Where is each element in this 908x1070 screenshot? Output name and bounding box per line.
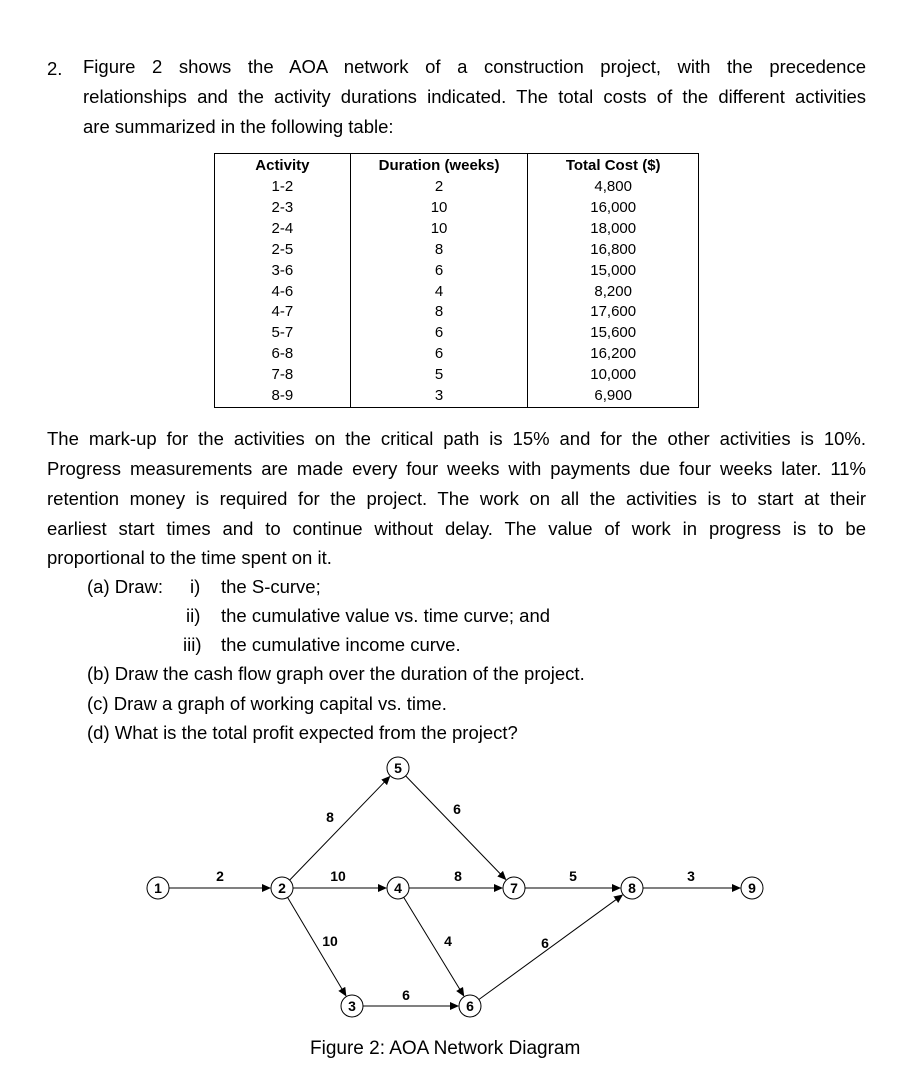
edge-label-6-8: 6 <box>541 935 549 951</box>
node-label-7: 7 <box>510 880 518 896</box>
question-number: 2. <box>47 58 63 79</box>
edge-label-2-4: 10 <box>330 868 346 884</box>
table-row <box>215 261 699 282</box>
table-row <box>215 365 699 386</box>
part-a-ii-num: ii) <box>186 605 201 626</box>
cell-cost: 16,800 <box>528 240 699 261</box>
cell-duration: 3 <box>350 386 528 407</box>
cell-duration: 6 <box>350 323 528 344</box>
edge-label-7-8: 5 <box>569 868 577 884</box>
part-b: (b) Draw the cash flow graph over the duration of the project. <box>87 663 585 684</box>
cell-cost: 6,900 <box>528 386 699 407</box>
intro-line-1: Figure 2 shows the AOA network of a construction project, with the precedence <box>83 56 866 77</box>
part-a-iii-text: the cumulative income curve. <box>221 634 461 655</box>
body-line-2: Progress measurements are made every four weeks with payments due four weeks later. 11% <box>47 458 866 479</box>
body-line-4: earliest start times and to continue without delay. The value of work in progress is to be <box>47 518 866 539</box>
edge-label-4-7: 8 <box>454 868 462 884</box>
cell-cost: 17,600 <box>528 302 699 323</box>
edge-label-4-6: 4 <box>444 933 452 949</box>
table-row <box>215 240 699 261</box>
cell-duration: 5 <box>350 365 528 386</box>
node-label-8: 8 <box>628 880 636 896</box>
header-duration: Duration (weeks) <box>350 154 528 178</box>
cell-activity: 3-6 <box>215 261 351 282</box>
cell-duration: 4 <box>350 282 528 303</box>
edge-4-6 <box>404 897 464 995</box>
cell-activity: 5-7 <box>215 323 351 344</box>
header-cost: Total Cost ($) <box>528 154 699 178</box>
part-a-iii-num: iii) <box>183 634 202 655</box>
table-row <box>215 282 699 303</box>
body-line-1: The mark-up for the activities on the critical path is 15% and for the other activities is 10%. <box>47 428 866 449</box>
cell-activity: 4-6 <box>215 282 351 303</box>
node-label-9: 9 <box>748 880 756 896</box>
part-a-i-num: i) <box>190 576 201 597</box>
edge-2-5 <box>290 777 390 880</box>
part-a-ii-text: the cumulative value vs. time curve; and <box>221 605 551 626</box>
table-header-row <box>215 154 699 178</box>
cell-cost: 10,000 <box>528 365 699 386</box>
cell-duration: 2 <box>350 177 528 198</box>
intro-line-2: relationships and the activity durations indicated. The total costs of the different activities <box>83 86 866 107</box>
part-a-prefix: (a) Draw: <box>87 576 164 597</box>
cell-activity: 8-9 <box>215 386 351 407</box>
edge-label-2-3: 10 <box>322 933 338 949</box>
node-label-4: 4 <box>394 880 402 896</box>
table-row <box>215 198 699 219</box>
edge-label-5-7: 6 <box>453 801 461 817</box>
header-activity: Activity <box>215 154 351 178</box>
cell-duration: 10 <box>350 198 528 219</box>
edge-label-3-6: 6 <box>402 987 410 1003</box>
intro-line-3: are summarized in the following table: <box>83 116 394 137</box>
body-line-5: proportional to the time spent on it. <box>47 547 332 568</box>
cell-cost: 18,000 <box>528 219 699 240</box>
edge-label-2-5: 8 <box>326 809 334 825</box>
table-row <box>215 177 699 198</box>
cell-activity: 6-8 <box>215 344 351 365</box>
part-c: (c) Draw a graph of working capital vs. time. <box>87 693 447 714</box>
aoa-network-diagram <box>0 750 908 1040</box>
cell-activity: 4-7 <box>215 302 351 323</box>
node-label-6: 6 <box>466 998 474 1014</box>
table-row <box>215 302 699 323</box>
cell-duration: 8 <box>350 302 528 323</box>
cell-activity: 2-3 <box>215 198 351 219</box>
node-label-2: 2 <box>278 880 286 896</box>
cell-cost: 4,800 <box>528 177 699 198</box>
node-label-5: 5 <box>394 760 402 776</box>
edge-5-7 <box>406 776 506 879</box>
body-line-3: retention money is required for the project. The work on all the activities is to start at their <box>47 488 866 509</box>
edge-label-8-9: 3 <box>687 868 695 884</box>
figure-caption: Figure 2: AOA Network Diagram <box>310 1038 581 1059</box>
cell-duration: 8 <box>350 240 528 261</box>
cell-duration: 6 <box>350 261 528 282</box>
cell-cost: 16,000 <box>528 198 699 219</box>
cell-duration: 6 <box>350 344 528 365</box>
table-row <box>215 344 699 365</box>
node-label-1: 1 <box>154 880 162 896</box>
cell-cost: 15,000 <box>528 261 699 282</box>
edge-6-8 <box>479 895 622 999</box>
part-d: (d) What is the total profit expected from the project? <box>87 722 518 743</box>
cell-activity: 2-5 <box>215 240 351 261</box>
cell-cost: 15,600 <box>528 323 699 344</box>
node-label-3: 3 <box>348 998 356 1014</box>
table-row <box>215 323 699 344</box>
cell-cost: 8,200 <box>528 282 699 303</box>
edge-label-1-2: 2 <box>216 868 224 884</box>
cell-activity: 1-2 <box>215 177 351 198</box>
part-a-i-text: the S-curve; <box>221 576 321 597</box>
table-row <box>215 219 699 240</box>
cell-activity: 2-4 <box>215 219 351 240</box>
cell-activity: 7-8 <box>215 365 351 386</box>
cell-cost: 16,200 <box>528 344 699 365</box>
activity-table <box>214 153 699 408</box>
table-row <box>215 386 699 407</box>
cell-duration: 10 <box>350 219 528 240</box>
